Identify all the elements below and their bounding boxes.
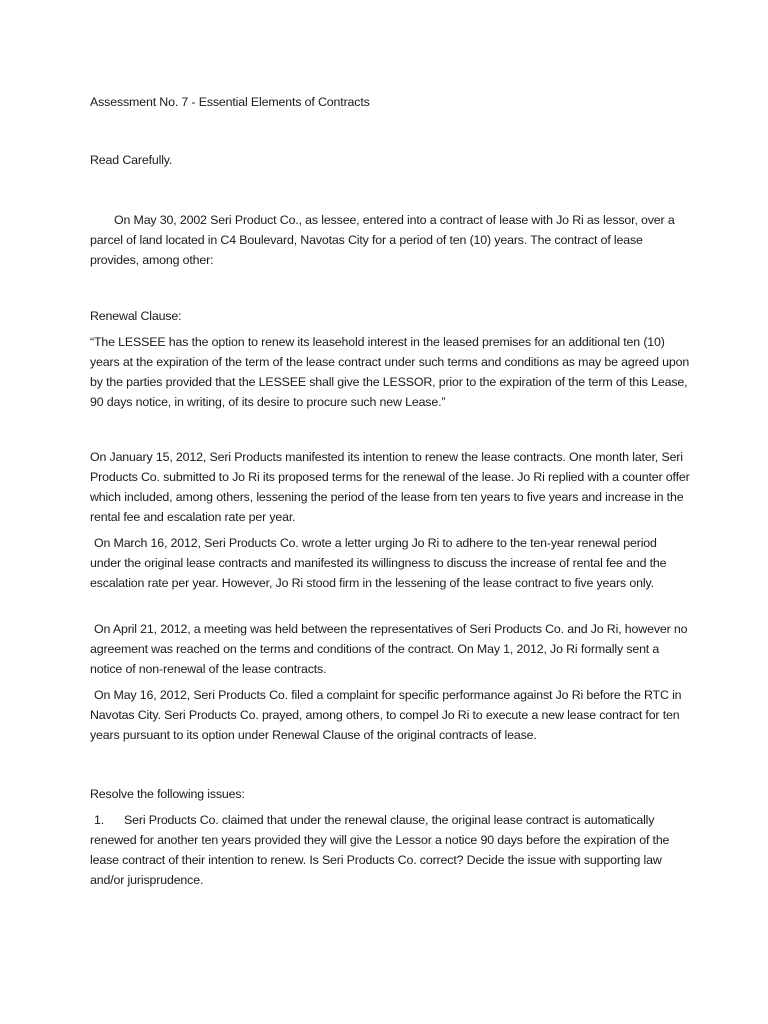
renewal-clause-heading: Renewal Clause: (90, 309, 182, 323)
issue-text: Seri Products Co. claimed that under the renewal clause, the original lease contract is automatically renewed for another ten years provided they will give the Lessor a notice 90 days before the expiration of the lease contract of their intention to renew. Is Seri Products Co. correct? Decide the issue with supporting law and/or jurisprudence. (90, 813, 670, 887)
issues-heading: Resolve the following issues: (90, 787, 245, 801)
issue-item (90, 810, 690, 890)
renewal-clause-quote: “The LESSEE has the option to renew its leasehold interest in the leased premises for an additional ten (10) years at the expiration of the term of the lease contract under such terms and conditions as may be agreed upon by the parties provided that the LESSEE shall give the LESSOR, prior to the expiration of the term of this Lease, 90 days notice, in writing, of its desire to procure such new Lease.” (90, 335, 690, 409)
document-title: Assessment No. 7 - Essential Elements of Contracts (90, 95, 370, 109)
instruction-text: Read Carefully. (90, 153, 173, 167)
issue-number: 1. (94, 813, 105, 827)
intro-paragraph: On May 30, 2002 Seri Product Co., as lessee, entered into a contract of lease with Jo Ri as lessor, over a parcel of land located in C4 Boulevard, Navotas City for a period of ten (10) years. The contract of lease provides, among other: (90, 213, 675, 267)
fact-paragraph: On May 16, 2012, Seri Products Co. filed a complaint for specific performance against Jo Ri before the RTC in Navotas City. Seri Products Co. prayed, among others, to compel Jo Ri to execute a new lease contract for ten years pursuant to its option under Renewal Clause of the original contracts of lease. (90, 688, 682, 742)
fact-paragraph: On April 21, 2012, a meeting was held between the representatives of Seri Products Co. and Jo Ri, however no agreement was reached on the terms and conditions of the contract. On May 1, 2012, Jo Ri formally sent a notice of non-renewal of the lease contracts. (90, 622, 688, 676)
fact-paragraph: On March 16, 2012, Seri Products Co. wrote a letter urging Jo Ri to adhere to the ten-year renewal period under the original lease contracts and manifested its willingness to discuss the increase of rental fee and the escalation rate per year. However, Jo Ri stood firm in the lessening of the lease contract to five years only. (90, 536, 667, 590)
fact-paragraph: On January 15, 2012, Seri Products manifested its intention to renew the lease contracts. One month later, Seri Products Co. submitted to Jo Ri its proposed terms for the renewal of the lease. Jo Ri replied with a counter offer which included, among others, lessening the period of the lease from ten years to five years and increase in the rental fee and escalation rate per year. (90, 450, 690, 524)
